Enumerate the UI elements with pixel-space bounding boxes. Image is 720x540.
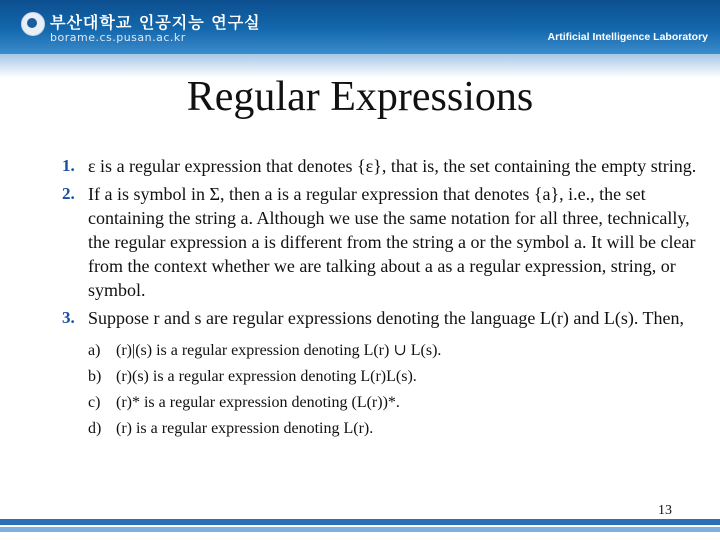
sub-item-text: (r)* is a regular expression denoting (L(r))*. bbox=[116, 394, 400, 411]
header-banner bbox=[0, 0, 720, 54]
definition-list bbox=[62, 154, 698, 446]
footer-bar-light bbox=[0, 527, 720, 532]
university-name: 부산대학교 인공지능 연구실 bbox=[50, 13, 261, 32]
sub-list-item bbox=[88, 416, 698, 442]
list-item bbox=[62, 182, 698, 302]
sub-item-text: (r)(s) is a regular expression denoting L(r)L(s). bbox=[116, 368, 417, 385]
page-number: 13 bbox=[658, 503, 672, 518]
lab-name: Artificial Intelligence Laboratory bbox=[547, 31, 708, 43]
slide-title: Regular Expressions bbox=[186, 74, 534, 120]
item-number: 2. bbox=[62, 184, 75, 203]
item-number: 1. bbox=[62, 156, 75, 175]
item-number: 3. bbox=[62, 308, 75, 327]
sub-list-item bbox=[88, 338, 698, 364]
university-url: borame.cs.pusan.ac.kr bbox=[50, 31, 186, 44]
list-item bbox=[62, 306, 698, 442]
sub-item-text: (r)|(s) is a regular expression denoting L(r) ∪ L(s). bbox=[116, 342, 442, 359]
sub-item-letter: a) bbox=[88, 342, 101, 359]
item-text: Suppose r and s are regular expressions denoting the language L(r) and L(s). Then, bbox=[88, 308, 684, 328]
sub-item-text: (r) is a regular expression denoting L(r). bbox=[116, 420, 374, 437]
footer-bar bbox=[0, 519, 720, 525]
item-text: If a is symbol in Σ, then a is a regular expression that denotes {a}, i.e., the set containing the string a. Although we use the same notation for all three, technically, the regular expression a is different from the string a or the symbol a. It will be clear from the context whether we are talking about a as a regular expression, string, or symbol. bbox=[88, 184, 696, 300]
sub-list bbox=[88, 338, 698, 442]
sub-list-item bbox=[88, 364, 698, 390]
university-logo-icon bbox=[21, 12, 45, 36]
sub-item-letter: c) bbox=[88, 394, 101, 411]
sub-item-letter: d) bbox=[88, 420, 102, 437]
sub-item-letter: b) bbox=[88, 368, 102, 385]
item-text: ε is a regular expression that denotes {ε}, that is, the set containing the empty string. bbox=[88, 156, 697, 176]
sub-list-item bbox=[88, 390, 698, 416]
list-item bbox=[62, 154, 698, 178]
